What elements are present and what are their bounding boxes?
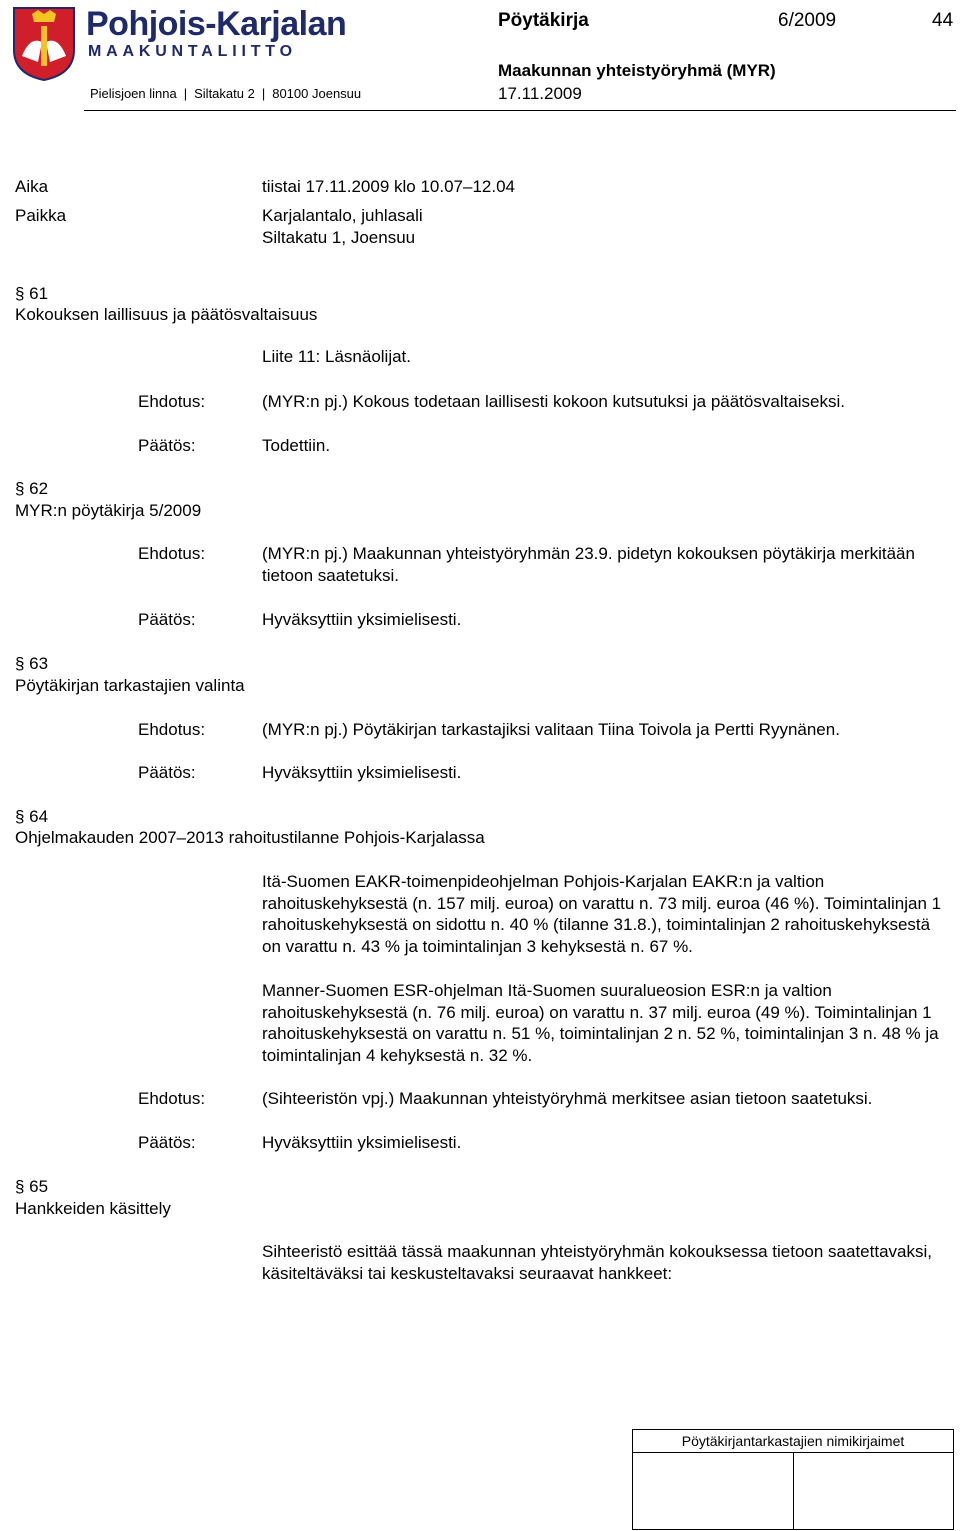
page-number: 44 [932, 10, 954, 31]
body-name: Maakunnan yhteistyöryhmä (MYR) [498, 61, 776, 80]
section-64-proposal-label: Ehdotus: [138, 1089, 206, 1108]
section-64-number: § 64 [15, 807, 49, 826]
section-63-decision: Hyväksyttiin yksimielisesti. [262, 763, 462, 782]
section-61-proposal: (MYR:n pj.) Kokous todetaan laillisesti kokoon kutsutuksi ja päätösvaltaiseksi. [262, 392, 846, 411]
section-64-paragraph-1: Itä-Suomen EAKR-toimenpideohjelman Pohjois-Karjalan EAKR:n ja valtion rahoituskehyksestä (n. 157 milj. euroa) on varattu n. 73 milj. euroa (46 %). Toimintalinjan 1 rahoituskehyksestä on sidottu n. 40 % (tilanne 31.8.), toimintalinjan 2 rahoituskehyksestä on varattu n. 43 % ja toimintalinjan 3 kehyksestä n. 67 %. [262, 872, 942, 956]
section-61-number: § 61 [15, 284, 49, 303]
section-62-decision: Hyväksyttiin yksimielisesti. [262, 610, 462, 629]
place-line2: Siltakatu 1, Joensuu [262, 228, 416, 247]
section-64-decision: Hyväksyttiin yksimielisesti. [262, 1133, 462, 1152]
coat-of-arms-icon [12, 6, 76, 82]
section-63-decision-label: Päätös: [138, 763, 196, 782]
issue-number: 6/2009 [778, 10, 837, 31]
section-64-title: Ohjelmakauden 2007–2013 rahoitustilanne Pohjois-Karjalassa [15, 828, 485, 847]
section-61-decision-label: Päätös: [138, 436, 196, 455]
section-64-paragraph-2: Manner-Suomen ESR-ohjelman Itä-Suomen suuralueosion ESR:n ja valtion rahoituskehyksestä (n. 76 milj. euroa) on varattu n. 37 milj. euroa (49 %). Toimintalinjan 1 rahoituskehyksestä on varattu n. 51 %, toimintalinjan 2 n. 52 %, toimintalinjan 3 n. 48 % ja toimintalinjan 4 kehyksestä n. 32 %. [262, 981, 939, 1065]
logo-title: Pohjois-Karjalan [86, 5, 347, 43]
header-date: 17.11.2009 [498, 84, 582, 103]
section-61-attachment: Liite 11: Läsnäolijat. [262, 347, 412, 366]
time-label: Aika [15, 177, 49, 196]
place-label: Paikka [15, 206, 67, 225]
section-61-proposal-label: Ehdotus: [138, 392, 206, 411]
signature-cell-1[interactable] [633, 1453, 794, 1530]
section-65-title: Hankkeiden käsittely [15, 1199, 171, 1218]
signature-box [632, 1429, 954, 1530]
section-64-proposal: (Sihteeristön vpj.) Maakunnan yhteistyöryhmä merkitsee asian tietoon saatetuksi. [262, 1089, 873, 1108]
section-63-title: Pöytäkirjan tarkastajien valinta [15, 676, 245, 695]
section-65-intro: Sihteeristö esittää tässä maakunnan yhteistyöryhmän kokouksessa tietoon saatettavaksi, käsiteltäväksi tai keskusteltavaksi seuraavat hankkeet: [262, 1242, 932, 1283]
section-64-decision-label: Päätös: [138, 1133, 196, 1152]
section-65-number: § 65 [15, 1177, 49, 1196]
address-street: Siltakatu 2 [194, 86, 255, 101]
section-63-number: § 63 [15, 654, 49, 673]
address-building: Pielisjoen linna [90, 86, 177, 101]
section-62-number: § 62 [15, 479, 49, 498]
time-value: tiistai 17.11.2009 klo 10.07–12.04 [262, 177, 515, 196]
section-61-title: Kokouksen laillisuus ja päätösvaltaisuus [15, 305, 318, 324]
section-62-title: MYR:n pöytäkirja 5/2009 [15, 501, 202, 520]
address-postal: 80100 Joensuu [272, 86, 362, 101]
section-62-proposal-label: Ehdotus: [138, 544, 206, 563]
organization-logo [12, 5, 347, 84]
section-63-proposal-label: Ehdotus: [138, 720, 206, 739]
address-line: Pielisjoen linna | Siltakatu 2 | 80100 Joensuu [90, 86, 362, 101]
section-62-proposal: (MYR:n pj.) Maakunnan yhteistyöryhmän 23.9. pidetyn kokouksen pöytäkirja merkitään tietoon saatetuksi. [262, 544, 915, 585]
section-62-decision-label: Päätös: [138, 610, 196, 629]
place-line1: Karjalantalo, juhlasali [262, 206, 423, 225]
section-63-proposal: (MYR:n pj.) Pöytäkirjan tarkastajiksi valitaan Tiina Toivola ja Pertti Ryynänen. [262, 720, 840, 739]
signature-box-label: Pöytäkirjantarkastajien nimikirjaimet [633, 1430, 954, 1453]
logo-subtitle: MAAKUNTALIITTO [88, 43, 297, 60]
doc-type: Pöytäkirja [498, 10, 589, 31]
signature-cell-2[interactable] [793, 1453, 954, 1530]
section-61-decision: Todettiin. [262, 436, 331, 455]
header-divider [84, 110, 956, 111]
